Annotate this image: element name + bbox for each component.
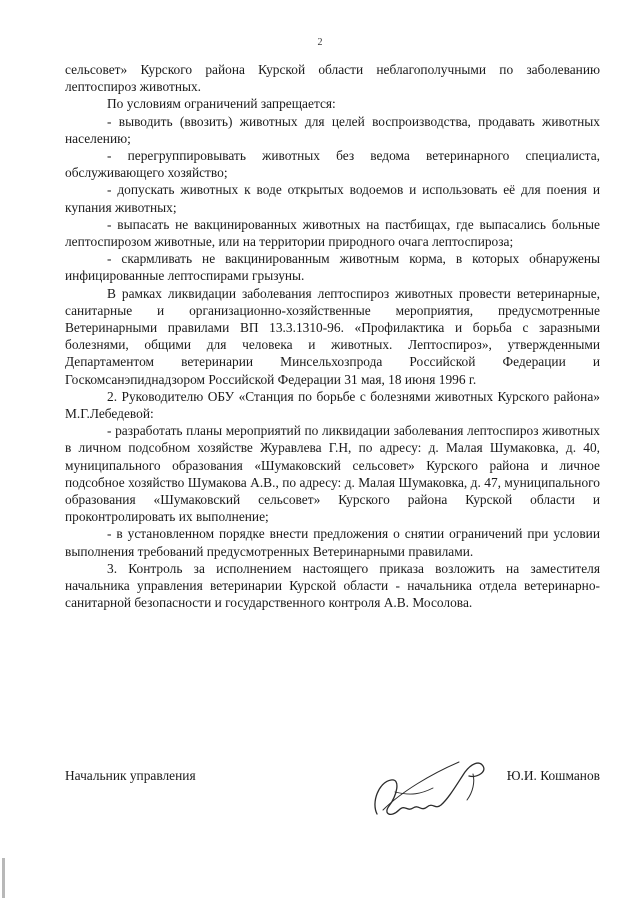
paragraph-5: - допускать животных к воде открытых водоемов и использовать её для поения и купания животных; — [65, 182, 600, 215]
signer-title: Начальник управления — [65, 768, 196, 783]
paragraph-6: - выпасать не вакцинированных животных на пастбищах, где выпасались больные лептоспирозом животные, или на территории природного очага лептоспироза; — [65, 216, 600, 250]
handwritten-signature — [361, 752, 501, 832]
paragraph-10: - разработать планы мероприятий по ликвидации заболевания лептоспироз животных в личном подсобном хозяйстве Журавлева Г.Н, по адресу: д. Малая Шумаковка, д. 40, муниципального образования «Шумаковский сельсовет» Курского района и личное подсобное хозяйство Шумакова А.В., по адресу: д. Малая Шумаковка, д. 47, муниципального образования «Шумаковский сельсовет» Курского района Курской области и проконтролировать их выполнение; — [65, 423, 600, 525]
signature-block — [65, 762, 600, 832]
paragraph-11: - в установленном порядке внести предложения о снятии ограничений при условии выполнения требований предусмотренных Ветеринарными правилами. — [65, 526, 600, 559]
paragraph-1: сельсовет» Курского района Курской области неблагополучными по заболеванию лептоспироз животных. — [65, 62, 600, 95]
document-body — [65, 61, 600, 612]
paragraph-8: В рамках ликвидации заболевания лептоспироз животных провести ветеринарные, санитарные и организационно-хозяйственные мероприятия, предусмотренные Ветеринарными правилами ВП 13.3.1310-96. «Профилактика и борьба с заразными болезнями, общими для человека и животных. Лептоспироз», утвержденными Департаментом ветеринарии Минсельхозпрода Российской Федерации и Госкомсанэпиднадзором Российской Федерации 31 мая, 18 июня 1996 г. — [65, 285, 600, 387]
paragraph-7: - скармливать не вакцинированным животным корма, в которых обнаружены инфицированные лептоспирами грызуны. — [65, 251, 600, 284]
scan-edge-mark — [2, 858, 5, 898]
paragraph-12: 3. Контроль за исполнением настоящего приказа возложить на заместителя начальника управления ветеринарии Курской области - начальника отдела ветеринарно-санитарной безопасности и государственного контроля А.В. Мосолова. — [65, 560, 600, 611]
paragraph-9: 2. Руководителю ОБУ «Станция по борьбе с болезнями животных Курского района» М.Г.Лебедевой: — [65, 388, 600, 422]
paragraph-2: По условиям ограничений запрещается: — [107, 96, 336, 112]
paragraph-3: - выводить (ввозить) животных для целей воспроизводства, продавать животных населению; — [65, 113, 600, 146]
signer-name: Ю.И. Кошманов — [506, 768, 600, 783]
paragraph-4: - перегруппировывать животных без ведома ветеринарного специалиста, обслуживающего хозяйство; — [65, 148, 600, 181]
page-number: 2 — [317, 37, 323, 48]
